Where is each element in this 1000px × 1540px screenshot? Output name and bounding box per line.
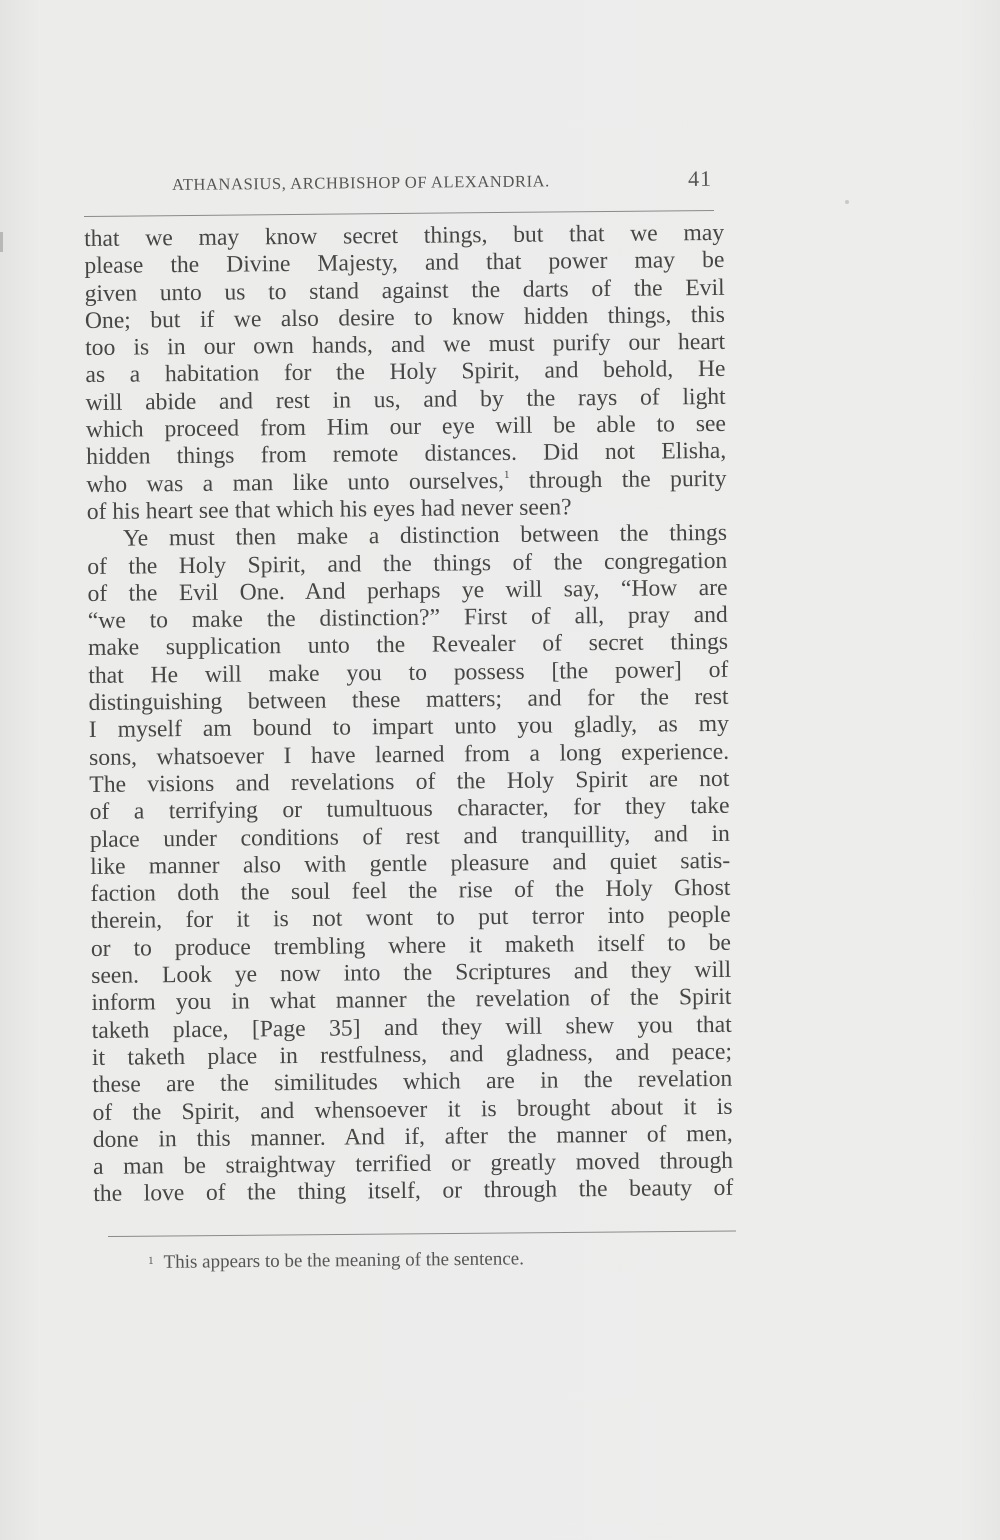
text-line: like manner also with gentle pleasure and quiet satis- (90, 847, 731, 880)
footnote-reference[interactable]: 1 (503, 468, 510, 481)
text-fragment: through the purity (509, 465, 727, 494)
text-line: inform you in what manner the revelation of the Spirit (91, 984, 732, 1017)
text-line: distinguishing between these matters; and for the rest (88, 683, 729, 717)
header-rule (84, 210, 714, 217)
text-line: taketh place, [Page 35] and they will shew you that (91, 1011, 732, 1044)
page-edge-mark (0, 232, 3, 252)
text-line: seen. Look ye now into the Scriptures and they will (91, 956, 732, 989)
text-line: of the Holy Spirit, and the things of the congregation (87, 547, 728, 580)
paper-speck (845, 200, 849, 204)
text-line: will abide and rest in us, and by the rays of light (85, 383, 726, 416)
text-line: please the Divine Majesty, and that power may be (84, 247, 725, 280)
text-line: a man be straightway terrified or greatly moved through (92, 1147, 734, 1181)
text-line: that we may know secret things, but that we may (84, 219, 725, 252)
footnote-rule (108, 1231, 736, 1237)
text-line: hidden things from remote distances. Did not Elisha, (86, 438, 727, 471)
text-line: The visions and revelations of the Holy Spirit are not (89, 765, 730, 798)
page-number: 41 (687, 165, 713, 192)
text-line: I myself am bound to impart unto you gladly, as my (88, 711, 729, 744)
running-title: ATHANASIUS, ARCHBISHOP OF ALEXANDRIA. (172, 171, 550, 194)
text-line: “we to make the distinction?” First of all, pray and (87, 601, 728, 635)
text-fragment: who was a man like unto ourselves, (86, 467, 505, 498)
text-line: given unto us to stand against the darts of the Evil (84, 274, 725, 307)
text-line: the love of the thing itself, or through the beauty of (93, 1175, 734, 1208)
text-line: it taketh place in restfulness, and gladness, and peace; (91, 1038, 733, 1071)
footnote (148, 1248, 524, 1274)
footnote-marker: 1 (148, 1254, 154, 1267)
text-line: make supplication unto the Revealer of secret things (87, 629, 729, 662)
text-line: too is in our own hands, and we must purify our heart (85, 329, 726, 362)
footnote-text: This appears to be the meaning of the sentence. (163, 1248, 525, 1273)
text-line: One; but if we also desire to know hidden things, this (84, 301, 726, 334)
text-line: sons, whatsoever I have learned from a long experience. (88, 738, 730, 771)
paragraph-first-line: Ye must then make a distinction between the things (122, 520, 728, 552)
text-line: of his heart see that which his eyes had never seen? (86, 494, 572, 525)
text-line: or to produce trembling where it maketh itself to be (90, 929, 732, 962)
text-line: faction doth the soul feel the rise of the Holy Ghost (90, 874, 731, 908)
text-line: therein, for it is not wont to put terror into people (90, 902, 731, 935)
body-text (84, 220, 733, 1209)
text-line: of the Spirit, and whensoever it is brought about it is (92, 1093, 733, 1126)
text-line: place under conditions of rest and tranquillity, and in (89, 820, 730, 853)
text-line: of a terrifying or tumultuous character, for they take (89, 793, 730, 826)
running-head (172, 165, 713, 205)
text-line: that He will make you to possess [the power] of (88, 656, 729, 689)
text-line: these are the similitudes which are in the revelation (92, 1066, 733, 1099)
text-line: of the Evil One. And perhaps ye will say, “How are (87, 574, 728, 607)
text-line: as a habitation for the Holy Spirit, and behold, He (85, 356, 726, 389)
text-line: done in this manner. And if, after the manner of men, (92, 1120, 733, 1153)
text-line: which proceed from Him our eye will be able to see (85, 410, 727, 444)
